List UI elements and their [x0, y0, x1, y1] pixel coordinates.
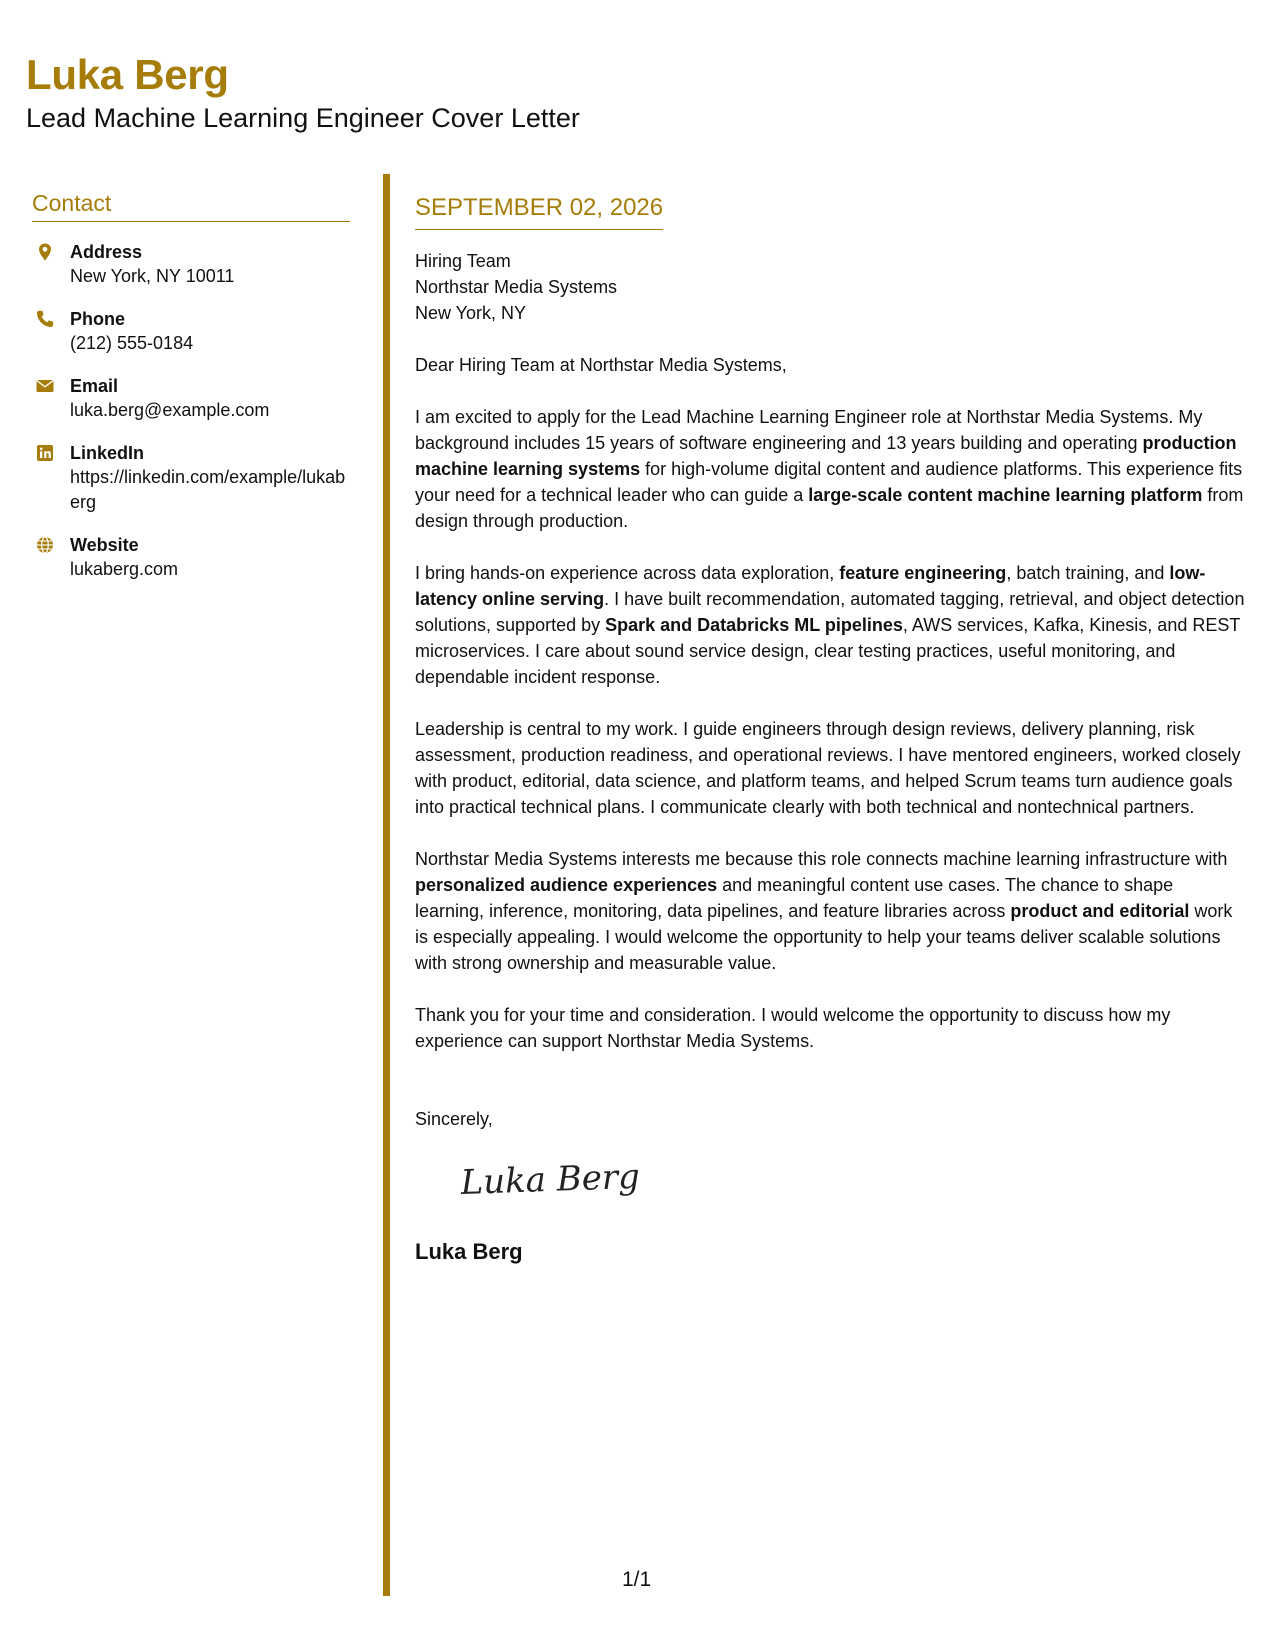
emphasis-text: low-latency online serving [415, 563, 1206, 609]
email-value[interactable]: luka.berg@example.com [70, 400, 270, 420]
paragraph-text: . I have built recommendation, automated tagging, retrieval, and object detection solutions, supported by [415, 589, 1245, 635]
recipient-line: Northstar Media Systems [415, 277, 618, 297]
emphasis-text: Spark and Databricks ML pipelines [605, 615, 903, 635]
globe-icon [35, 535, 55, 555]
linkedin-value[interactable]: https://linkedin.com/example/lukaberg [70, 467, 346, 512]
document-subtitle: Lead Machine Learning Engineer Cover Letter [26, 103, 580, 133]
handwritten-signature [461, 1160, 641, 1210]
letter-paragraphs [415, 404, 1245, 1054]
map-pin-icon [35, 242, 55, 262]
paragraph-text: Leadership is central to my work. I guide engineers through design reviews, delivery planning, risk assessment, production readiness, and operational reviews. I have mentored engineers, worked closely with product, editorial, data science, and platform teams, and helped Scrum teams turn audience goals into practical technical plans. I communicate clearly with both technical and nontechnical partners. [415, 719, 1241, 817]
contact-label: LinkedIn [70, 443, 145, 463]
letter-paragraph [415, 560, 1245, 690]
letter-paragraph [415, 716, 1245, 820]
contact-item-address [32, 240, 350, 289]
paragraph-text: Thank you for your time and consideration. I would welcome the opportunity to discuss how my experience can support Northstar Media Systems. [415, 1005, 1171, 1051]
linkedin-icon [35, 443, 55, 463]
paragraph-text: from design through production. [415, 485, 1244, 531]
contact-item-website [32, 533, 350, 582]
phone-icon [35, 309, 55, 329]
page-number: 1/1 [622, 1568, 652, 1591]
closing: Sincerely, [415, 1109, 493, 1129]
website-value[interactable]: lukaberg.com [70, 559, 179, 579]
emphasis-text: product and editorial [1010, 901, 1190, 921]
phone-value: (212) 555-0184 [70, 333, 194, 353]
emphasis-text: production machine learning systems [415, 433, 1237, 479]
letter-paragraph [415, 846, 1245, 976]
recipient-line: Hiring Team [415, 251, 511, 271]
vertical-divider [383, 174, 390, 1596]
paragraph-text: , AWS services, Kafka, Kinesis, and REST microservices. I care about sound service design, clear testing practices, useful monitoring, and dependable incident response. [415, 615, 1241, 687]
emphasis-text: personalized audience experiences [415, 875, 718, 895]
paragraph-text: and meaningful content use cases. The chance to shape learning, inference, monitoring, data pipelines, and feature libraries across [415, 875, 1174, 921]
letter-body [415, 193, 1245, 1265]
contact-heading: Contact [32, 190, 350, 222]
address-value: New York, NY 10011 [70, 266, 235, 286]
paragraph-text: I bring hands-on experience across data exploration, [415, 563, 840, 583]
contact-item-phone [32, 307, 350, 356]
paragraph-text: for high-volume digital content and audience platforms. This experience fits your need for a technical leader who can guide a [415, 459, 1243, 505]
paragraph-text: , batch training, and [1006, 563, 1170, 583]
paragraph-text: I am excited to apply for the Lead Machine Learning Engineer role at Northstar Media Systems. My background includes 15 years of software engineering and 13 years building and operating [415, 407, 1203, 453]
paragraph-text: Northstar Media Systems interests me because this role connects machine learning infrastructure with [415, 849, 1228, 869]
header [26, 50, 580, 135]
applicant-name: Luka Berg [26, 51, 229, 98]
recipient-line: New York, NY [415, 303, 527, 323]
salutation: Dear Hiring Team at Northstar Media Systems, [415, 355, 787, 375]
contact-label: Phone [70, 309, 126, 329]
emphasis-text: feature engineering [839, 563, 1007, 583]
contact-label: Address [70, 242, 143, 262]
signer-name: Luka Berg [415, 1239, 523, 1264]
contact-item-email [32, 374, 350, 423]
paragraph-text: work is especially appealing. I would welcome the opportunity to help your teams deliver scalable solutions with strong ownership and measurable value. [415, 901, 1233, 973]
envelope-icon [35, 376, 55, 396]
emphasis-text: large-scale content machine learning platform [808, 485, 1203, 505]
contact-sidebar [32, 190, 350, 582]
contact-label: Website [70, 535, 139, 555]
svg-text:Luka Berg: Luka Berg [461, 1160, 641, 1203]
contact-label: Email [70, 376, 119, 396]
letter-paragraph [415, 1002, 1245, 1054]
recipient-block [415, 248, 1245, 326]
letter-paragraph [415, 404, 1245, 534]
contact-item-linkedin [32, 441, 350, 515]
letter-date: SEPTEMBER 02, 2026 [415, 193, 663, 230]
